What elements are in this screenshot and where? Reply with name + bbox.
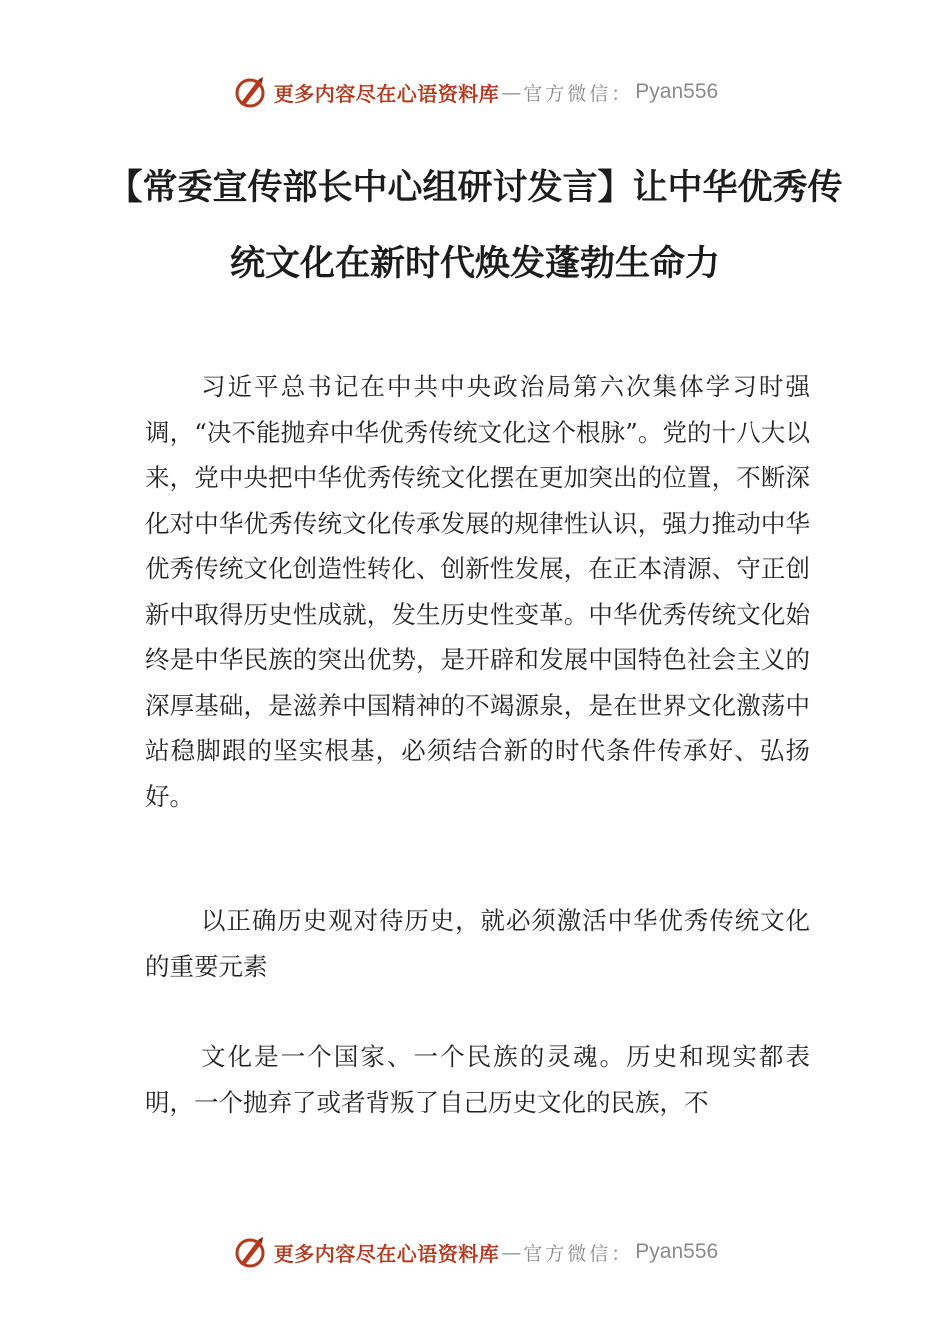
banner-brand-text: 更多内容尽在心语资料库 <box>273 1241 500 1266</box>
banner-separator: — <box>501 1240 522 1264</box>
quill-circle-icon <box>232 74 268 110</box>
document-title: 【常委宣传部长中心组研讨发言】让中华优秀传统文化在新时代焕发蓬勃生命力 <box>107 168 843 284</box>
banner-wechat-id: Pyan556 <box>635 1240 719 1263</box>
body-paragraph: 习近平总书记在中共中央政治局第六次集体学习时强调，“决不能抛弃中华优秀传统文化这个根脉”。党的十八大以来，党中央把中华优秀传统文化摆在更加突出的位置，不断深化对中华优秀传统文化传承发展的规律性认识，强力推动中华优秀传统文化创造性转化、创新性发展，在正本清源、守正创新中取得历史性成就，发生历史性变革。中华优秀传统文化始终是中华民族的突出优势，是开辟和发展中国特色社会主义的深厚基础，是滋养中国精神的不竭源泉，是在世界文化激荡中站稳脚跟的坚实根基，必须结合新的时代条件传承好、弘扬好。 <box>145 372 810 811</box>
quill-circle-icon <box>232 1234 268 1270</box>
header-banner <box>0 72 950 112</box>
banner-wechat-label: 官方微信： <box>523 1242 634 1265</box>
section-heading-paragraph: 以正确历史观对待历史，就必须激活中华优秀传统文化的重要元素 <box>145 906 810 981</box>
footer-banner <box>0 1232 950 1272</box>
banner-brand-text: 更多内容尽在心语资料库 <box>273 81 500 106</box>
banner-wechat-id: Pyan556 <box>635 80 719 103</box>
body-paragraph: 文化是一个国家、一个民族的灵魂。历史和现实都表明，一个抛弃了或者背叛了自己历史文化的民族，不 <box>145 1042 810 1117</box>
banner-separator: — <box>501 80 522 104</box>
banner-wechat-label: 官方微信： <box>523 82 634 105</box>
